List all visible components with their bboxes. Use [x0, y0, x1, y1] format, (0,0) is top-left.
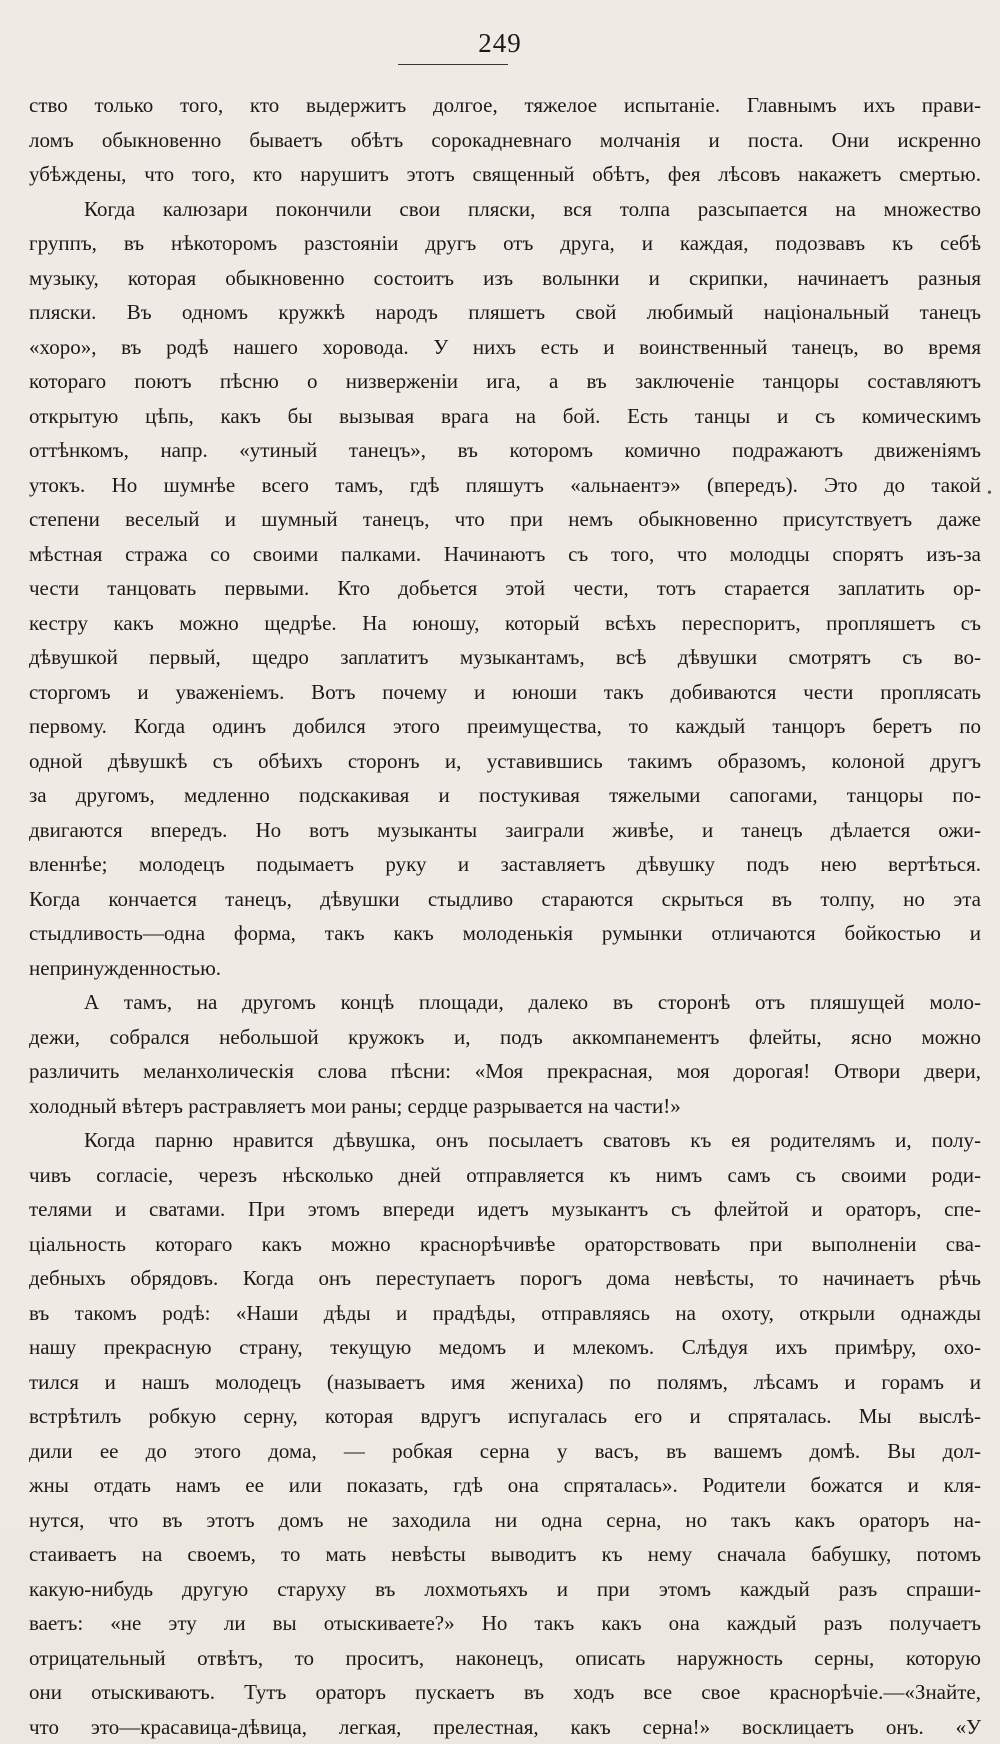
text-line: «хоро», въ родѣ нашего хоровода. У нихъ есть и воинственный танецъ, во время — [29, 330, 981, 365]
text-line: непринужденностью. — [29, 951, 981, 986]
text-line: жны отдать намъ ее или показать, гдѣ она спряталась». Родители божатся и кля- — [29, 1468, 981, 1503]
text-line: дѣвушкой первый, щедро заплатитъ музыкантамъ, всѣ дѣвушки смотрятъ съ во- — [29, 640, 981, 675]
text-line: вленнѣе; молодецъ подымаетъ руку и заставляетъ дѣвушку подъ нею вертѣться. — [29, 847, 981, 882]
text-line: мѣстная стража со своими палками. Начинаютъ съ того, что молодцы спорятъ изъ-за — [29, 537, 981, 572]
text-line: утокъ. Но шумнѣе всего тамъ, гдѣ пляшутъ «альнаентэ» (впередъ). Это до такой — [29, 468, 981, 503]
page-number: 249 — [0, 28, 1000, 59]
text-line: степени веселый и шумный танецъ, что при немъ обыкновенно присутствуетъ даже — [29, 502, 981, 537]
text-line: они отыскиваютъ. Тутъ ораторъ пускаетъ въ ходъ все свое краснорѣчіе.—«Знайте, — [29, 1675, 981, 1710]
text-line: телями и сватами. При этомъ впереди идетъ музыкантъ съ флейтой и ораторъ, спе- — [29, 1192, 981, 1227]
text-line: стаиваетъ на своемъ, то мать невѣсты выводитъ къ нему сначала бабушку, потомъ — [29, 1537, 981, 1572]
text-line: въ такомъ родѣ: «Наши дѣды и прадѣды, отправляясь на охоту, открыли однажды — [29, 1296, 981, 1331]
text-line: дили ее до этого дома, — робкая серна у васъ, въ вашемъ домѣ. Вы дол- — [29, 1434, 981, 1469]
text-line: различить меланхолическія слова пѣсни: «Моя прекрасная, моя дорогая! Отвори двери, — [29, 1054, 981, 1089]
text-line: чивъ согласіе, черезъ нѣсколько дней отправляется къ нимъ самъ съ своими роди- — [29, 1158, 981, 1193]
text-line: одной дѣвушкѣ съ обѣихъ сторонъ и, уставившись такимъ образомъ, колоной другъ — [29, 744, 981, 779]
text-line: пляски. Въ одномъ кружкѣ народъ пляшетъ свой любимый національный танецъ — [29, 295, 981, 330]
page-number-rule — [398, 64, 508, 65]
text-line: двигаются впередъ. Но вотъ музыканты заиграли живѣе, и танецъ дѣлается ожи- — [29, 813, 981, 848]
text-line: за другомъ, медленно подскакивая и постукивая тяжелыми сапогами, танцоры по- — [29, 778, 981, 813]
text-line: стыдливость—одна форма, такъ какъ молоденькія румынки отличаются бойкостью и — [29, 916, 981, 951]
text-line: дежи, собрался небольшой кружокъ и, подъ аккомпанементъ флейты, ясно можно — [29, 1020, 981, 1055]
text-line: отрицательный отвѣтъ, то проситъ, наконецъ, описать наружность серны, которую — [29, 1641, 981, 1676]
text-line: оттѣнкомъ, напр. «утиный танецъ», въ которомъ комично подражаютъ движеніямъ — [29, 433, 981, 468]
text-line: сторгомъ и уваженіемъ. Вотъ почему и юноши такъ добиваются чести проплясать — [29, 675, 981, 710]
text-line: холодный вѣтеръ растравляетъ мои раны; сердце разрывается на части!» — [29, 1089, 981, 1124]
margin-mark: • — [987, 486, 992, 502]
text-line: дебныхъ обрядовъ. Когда онъ переступаетъ порогъ дома невѣсты, то начинаетъ рѣчь — [29, 1261, 981, 1296]
text-line: котораго поютъ пѣсню о низверженіи ига, а въ заключеніе танцоры составляютъ — [29, 364, 981, 399]
page-text — [29, 88, 981, 1744]
text-line: ство только того, кто выдержитъ долгое, тяжелое испытаніе. Главнымъ ихъ прави- — [29, 88, 981, 123]
text-line: чести танцовать первыми. Кто добьется этой чести, тотъ старается заплатить ор- — [29, 571, 981, 606]
text-line: Когда парню нравится дѣвушка, онъ посылаетъ сватовъ къ ея родителямъ и, полу- — [29, 1123, 981, 1158]
text-line: ломъ обыкновенно бываетъ обѣтъ сорокадневнаго молчанія и поста. Они искренно — [29, 123, 981, 158]
text-line: кестру какъ можно щедрѣе. На юношу, который всѣхъ переспоритъ, пропляшетъ съ — [29, 606, 981, 641]
text-line: что это—красавица-дѣвица, легкая, прелестная, какъ серна!» восклицаетъ онъ. «У — [29, 1710, 981, 1744]
text-line: нашу прекрасную страну, текущую медомъ и млекомъ. Слѣдуя ихъ примѣру, охо- — [29, 1330, 981, 1365]
text-line: убѣждены, что того, кто нарушитъ этотъ священный обѣтъ, фея лѣсовъ накажетъ смертью. — [29, 157, 981, 192]
text-line: открытую цѣпь, какъ бы вызывая врага на бой. Есть танцы и съ комическимъ — [29, 399, 981, 434]
text-line: тился и нашъ молодецъ (называетъ имя жениха) по полямъ, лѣсамъ и горамъ и — [29, 1365, 981, 1400]
text-line: ціальность котораго какъ можно краснорѣчивѣе ораторствовать при выполненіи сва- — [29, 1227, 981, 1262]
text-line: А тамъ, на другомъ концѣ площади, далеко въ сторонѣ отъ пляшущей моло- — [29, 985, 981, 1020]
text-line: встрѣтилъ робкую серну, которая вдругъ испугалась его и спряталась. Мы выслѣ- — [29, 1399, 981, 1434]
text-line: нутся, что въ этотъ домъ не заходила ни одна серна, но такъ какъ ораторъ на- — [29, 1503, 981, 1538]
text-line: ваетъ: «не эту ли вы отыскиваете?» Но такъ какъ она каждый разъ получаетъ — [29, 1606, 981, 1641]
text-line: музыку, которая обыкновенно состоитъ изъ волынки и скрипки, начинаетъ разныя — [29, 261, 981, 296]
text-line: какую-нибудь другую старуху въ лохмотьяхъ и при этомъ каждый разъ спраши- — [29, 1572, 981, 1607]
text-line: Когда калюзари покончили свои пляски, вся толпа разсыпается на множество — [29, 192, 981, 227]
text-line: первому. Когда одинъ добился этого преимущества, то каждый танцоръ беретъ по — [29, 709, 981, 744]
text-line: Когда кончается танецъ, дѣвушки стыдливо стараются скрыться въ толпу, но эта — [29, 882, 981, 917]
text-line: группъ, въ нѣкоторомъ разстояніи другъ отъ друга, и каждая, подозвавъ къ себѣ — [29, 226, 981, 261]
